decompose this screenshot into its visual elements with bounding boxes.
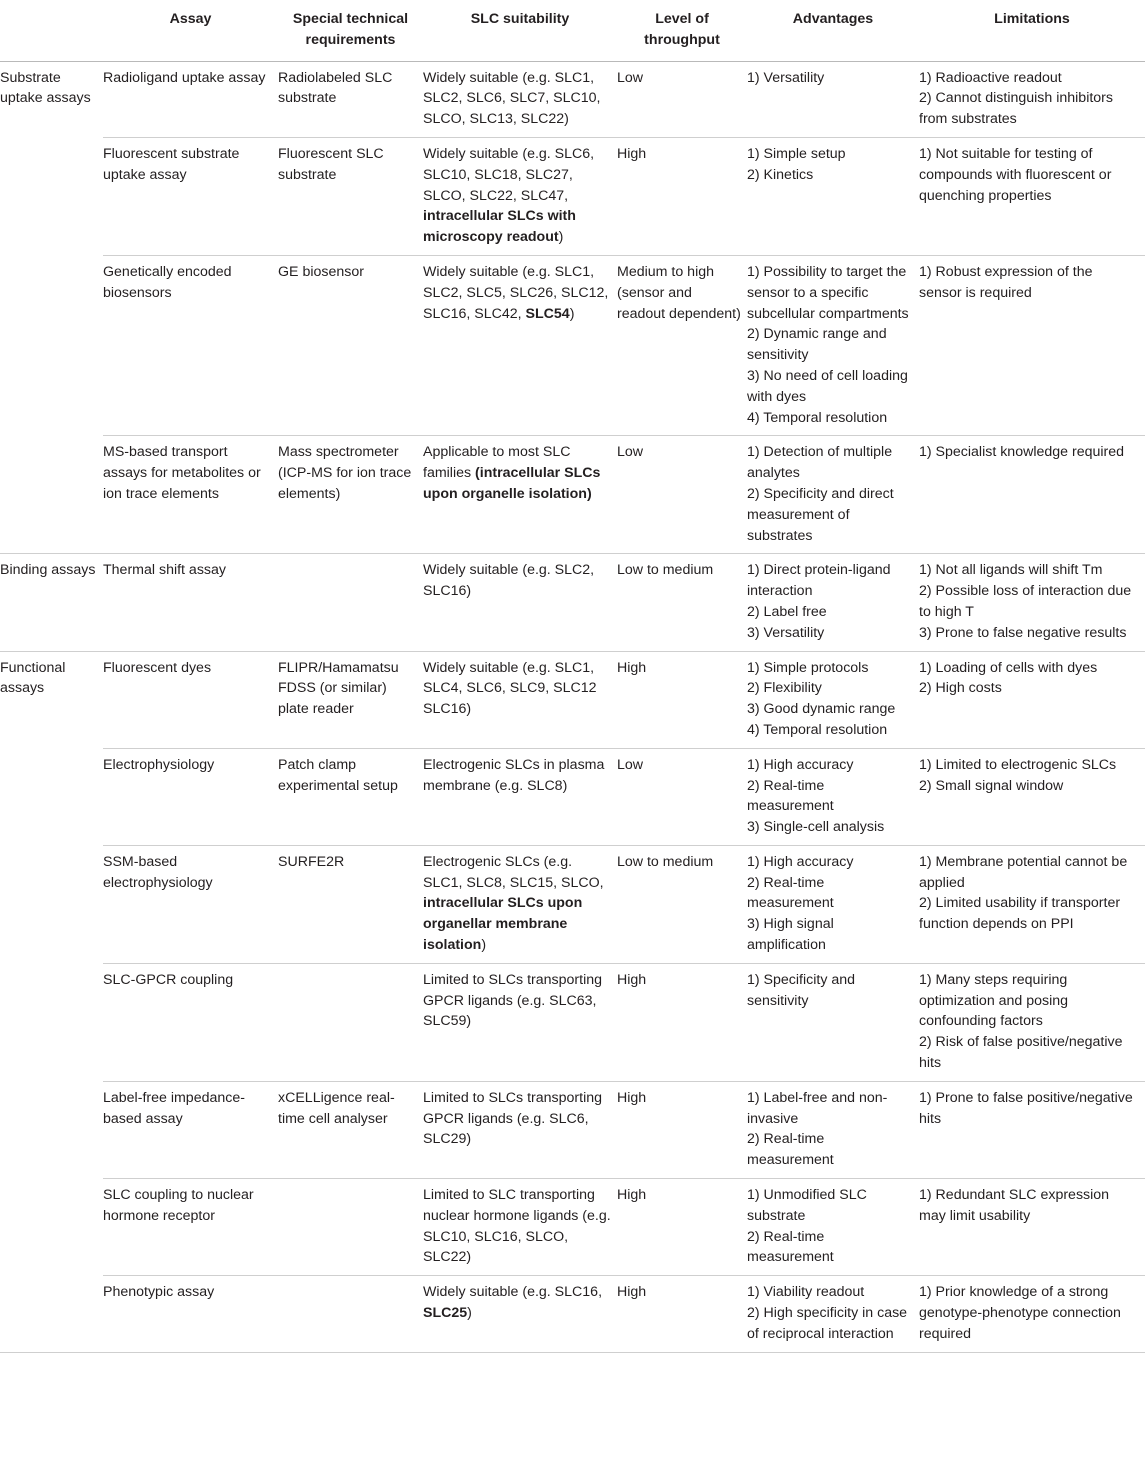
suitability-text: Widely suitable (e.g. SLC1, SLC4, SLC6, SLC9, SLC12 SLC16) — [423, 659, 597, 718]
group-label — [0, 748, 103, 845]
table-row — [0, 554, 1145, 651]
limitation-item: 1) Not all ligands will shift Tm — [919, 562, 1103, 579]
advantage-item: 1) Viability readout — [747, 1284, 865, 1301]
assay-name: SSM-based electrophysiology — [103, 845, 278, 963]
limitations-list — [919, 963, 1145, 1081]
limitation-item: 1) Prior knowledge of a strong genotype-phenotype connection required — [919, 1284, 1121, 1342]
group-label — [0, 845, 103, 963]
group-label — [0, 436, 103, 554]
header-limitations: Limitations — [919, 0, 1145, 61]
limitations-list — [919, 61, 1145, 137]
throughput-level: Low — [617, 748, 747, 845]
group-label: Functional assays — [0, 659, 66, 697]
advantage-item: 1) Label-free and non-invasive — [747, 1089, 888, 1127]
throughput-level: Low — [617, 436, 747, 554]
slc-suitability — [423, 748, 617, 845]
group-label: Substrate uptake assays — [0, 69, 91, 107]
limitation-item: 1) Loading of cells with dyes — [919, 659, 1098, 676]
technical-requirements: Mass spectrometer (ICP-MS for ion trace elements) — [278, 436, 423, 554]
limitation-item: 1) Redundant SLC expression may limit usability — [919, 1187, 1110, 1224]
assay-name: SLC coupling to nuclear hormone receptor — [103, 1179, 278, 1276]
group-label — [0, 1276, 103, 1352]
suitability-emphasis: SLC54 — [525, 305, 570, 322]
advantage-item: 2) Real-time measurement — [747, 874, 834, 912]
advantages-list — [747, 61, 919, 137]
advantage-item: 3) Good dynamic range — [747, 701, 896, 718]
suitability-emphasis: intracellular SLCs with microscopy readout — [423, 208, 576, 246]
advantage-item: 1) Versatility — [747, 69, 825, 86]
slc-suitability — [423, 1276, 617, 1352]
throughput-level: High — [617, 1081, 747, 1178]
slc-suitability — [423, 436, 617, 554]
suitability-suffix: ) — [467, 1305, 472, 1322]
limitation-item: 1) Specialist knowledge required — [919, 444, 1125, 461]
assay-name: Fluorescent dyes — [103, 651, 278, 748]
suitability-text: Electrogenic SLCs (e.g. SLC1, SLC8, SLC15, SLCO, — [423, 853, 604, 891]
limitations-list — [919, 554, 1145, 651]
assay-name: Genetically encoded biosensors — [103, 255, 278, 435]
throughput-level: High — [617, 963, 747, 1081]
advantage-item: 3) Versatility — [747, 624, 825, 641]
advantages-list — [747, 554, 919, 651]
table-body — [0, 61, 1145, 1352]
assay-name: Phenotypic assay — [103, 1276, 278, 1352]
advantage-item: 2) Real-time measurement — [747, 1131, 834, 1169]
slc-suitability — [423, 255, 617, 435]
advantage-item: 2) Flexibility — [747, 680, 822, 697]
suitability-text: Limited to SLCs transporting GPCR ligands (e.g. SLC63, SLC59) — [423, 971, 603, 1030]
advantage-item: 2) Kinetics — [747, 166, 814, 183]
group-label — [0, 255, 103, 435]
advantage-item: 3) High signal amplification — [747, 916, 834, 954]
limitation-item: 2) Possible loss of interaction due to high T — [919, 583, 1132, 620]
limitation-item: 1) Robust expression of the sensor is required — [919, 263, 1093, 301]
assay-name: MS-based transport assays for metabolites or ion trace elements — [103, 436, 278, 554]
limitation-item: 1) Many steps requiring optimization and posing confounding factors — [919, 971, 1069, 1030]
table-row — [0, 137, 1145, 255]
header-assay: Assay — [103, 0, 278, 61]
advantage-item: 4) Temporal resolution — [747, 721, 888, 738]
advantage-item: 1) Simple setup — [747, 145, 846, 162]
header-group — [0, 0, 103, 61]
suitability-text: Widely suitable (e.g. SLC6, SLC10, SLC18, SLC27, SLCO, SLC22, SLC47, — [423, 145, 595, 204]
advantages-list — [747, 845, 919, 963]
table-row — [0, 1081, 1145, 1178]
advantage-item: 1) Simple protocols — [747, 659, 869, 676]
group-label — [0, 137, 103, 255]
advantage-item: 3) No need of cell loading with dyes — [747, 367, 908, 405]
advantages-list — [747, 963, 919, 1081]
table-row — [0, 61, 1145, 137]
slc-suitability — [423, 61, 617, 137]
advantages-list — [747, 1179, 919, 1276]
slc-suitability — [423, 1081, 617, 1178]
table-row — [0, 651, 1145, 748]
suitability-emphasis: SLC25 — [423, 1305, 468, 1322]
advantage-item: 1) Possibility to target the sensor to a specific subcellular compartments — [747, 263, 909, 322]
assay-name: Label-free impedance-based assay — [103, 1081, 278, 1178]
slc-suitability — [423, 1179, 617, 1276]
limitation-item: 2) High costs — [919, 680, 1002, 697]
header-throughput: Level of throughput — [617, 0, 747, 61]
advantages-list — [747, 1276, 919, 1352]
advantage-item: 2) High specificity in case of reciprocal interaction — [747, 1305, 908, 1342]
advantage-item: 1) Specificity and sensitivity — [747, 971, 856, 1009]
suitability-emphasis: intracellular SLCs upon organellar membrane isolation — [423, 895, 583, 954]
advantage-item: 2) Dynamic range and sensitivity — [747, 326, 887, 364]
technical-requirements: FLIPR/Hamamatsu FDSS (or similar) plate reader — [278, 651, 423, 748]
advantage-item: 2) Real-time measurement — [747, 777, 834, 815]
suitability-text: Limited to SLCs transporting GPCR ligands (e.g. SLC6, SLC29) — [423, 1089, 603, 1148]
suitability-suffix: ) — [569, 305, 575, 322]
suitability-text: Widely suitable (e.g. SLC2, SLC16) — [423, 562, 595, 600]
group-label — [0, 1179, 103, 1276]
limitation-item: 2) Cannot distinguish inhibitors from substrates — [919, 90, 1114, 128]
limitation-item: 1) Limited to electrogenic SLCs — [919, 756, 1117, 773]
throughput-level: High — [617, 137, 747, 255]
limitation-item: 1) Not suitable for testing of compounds with fluorescent or quenching properties — [919, 145, 1112, 204]
advantages-list — [747, 651, 919, 748]
advantages-list — [747, 137, 919, 255]
suitability-text: Electrogenic SLCs in plasma membrane (e.g. SLC8) — [423, 756, 605, 794]
group-label: Binding assays — [0, 554, 103, 651]
limitations-list — [919, 651, 1145, 748]
throughput-level: Low to medium — [617, 554, 747, 651]
throughput-level: Low to medium — [617, 845, 747, 963]
assay-name: Thermal shift assay — [103, 554, 278, 651]
header-requirements: Special technical requirements — [278, 0, 423, 61]
advantage-item: 1) Detection of multiple analytes — [747, 444, 893, 482]
technical-requirements — [278, 1179, 423, 1276]
advantage-item: 1) Unmodified SLC substrate — [747, 1187, 867, 1224]
slc-suitability — [423, 137, 617, 255]
suitability-suffix: ) — [481, 937, 487, 954]
limitations-list — [919, 436, 1145, 554]
limitations-list — [919, 137, 1145, 255]
limitation-item: 2) Small signal window — [919, 777, 1064, 794]
header-suitability: SLC suitability — [423, 0, 617, 61]
throughput-level: High — [617, 1276, 747, 1352]
throughput-level: High — [617, 1179, 747, 1276]
suitability-text: Applicable to most SLC families — [423, 444, 571, 482]
suitability-text: Widely suitable (e.g. SLC1, SLC2, SLC6, SLC7, SLC10, SLCO, SLC13, SLC22) — [423, 69, 601, 128]
suitability-suffix: ) — [558, 229, 564, 246]
assay-name: Radioligand uptake assay — [103, 61, 278, 137]
technical-requirements — [278, 1276, 423, 1352]
advantage-item: 2) Label free — [747, 603, 827, 620]
assay-name: Fluorescent substrate uptake assay — [103, 137, 278, 255]
advantages-list — [747, 1081, 919, 1178]
table-row — [0, 963, 1145, 1081]
throughput-level: High — [617, 651, 747, 748]
table-row — [0, 1179, 1145, 1276]
throughput-level: Low — [617, 61, 747, 137]
advantage-item: 4) Temporal resolution — [747, 409, 888, 426]
technical-requirements — [278, 554, 423, 651]
slc-suitability — [423, 554, 617, 651]
limitations-list — [919, 748, 1145, 845]
limitation-item: 1) Membrane potential cannot be applied — [919, 853, 1128, 891]
header-row — [0, 0, 1145, 61]
limitations-list — [919, 1081, 1145, 1178]
technical-requirements: GE biosensor — [278, 255, 423, 435]
limitations-list — [919, 1179, 1145, 1276]
technical-requirements: SURFE2R — [278, 845, 423, 963]
group-label — [0, 963, 103, 1081]
slc-suitability — [423, 651, 617, 748]
assay-name: SLC-GPCR coupling — [103, 963, 278, 1081]
limitation-item: 1) Prone to false positive/negative hits — [919, 1089, 1133, 1127]
technical-requirements: Radiolabeled SLC substrate — [278, 61, 423, 137]
limitations-list — [919, 1276, 1145, 1352]
advantages-list — [747, 436, 919, 554]
advantage-item: 1) Direct protein-ligand interaction — [747, 562, 891, 600]
technical-requirements: xCELLigence real-time cell analyser — [278, 1081, 423, 1178]
advantages-list — [747, 255, 919, 435]
advantage-item: 2) Real-time measurement — [747, 1228, 834, 1266]
group-label — [0, 1081, 103, 1178]
slc-suitability — [423, 845, 617, 963]
limitation-item: 3) Prone to false negative results — [919, 624, 1127, 641]
limitations-list — [919, 845, 1145, 963]
technical-requirements: Fluorescent SLC substrate — [278, 137, 423, 255]
suitability-text: Widely suitable (e.g. SLC1, SLC2, SLC5, SLC26, SLC12, SLC16, SLC42, — [423, 263, 609, 322]
advantage-item: 2) Specificity and direct measurement of substrates — [747, 485, 894, 544]
advantage-item: 1) High accuracy — [747, 853, 854, 870]
suitability-emphasis: (intracellular SLCs upon organelle isolation) — [423, 465, 601, 502]
table-row — [0, 255, 1145, 435]
table-row — [0, 1276, 1145, 1352]
assay-name: Electrophysiology — [103, 748, 278, 845]
header-advantages: Advantages — [747, 0, 919, 61]
limitation-item: 2) Risk of false positive/negative hits — [919, 1034, 1123, 1072]
table-row — [0, 436, 1145, 554]
table-row — [0, 748, 1145, 845]
suitability-text: Widely suitable (e.g. SLC16, — [423, 1284, 603, 1301]
technical-requirements — [278, 963, 423, 1081]
advantages-list — [747, 748, 919, 845]
limitation-item: 2) Limited usability if transporter function depends on PPI — [919, 895, 1121, 933]
table-row — [0, 845, 1145, 963]
limitations-list — [919, 255, 1145, 435]
advantage-item: 3) Single-cell analysis — [747, 819, 885, 836]
technical-requirements: Patch clamp experimental setup — [278, 748, 423, 845]
slc-suitability — [423, 963, 617, 1081]
throughput-level: Medium to high (sensor and readout dependent) — [617, 255, 747, 435]
advantage-item: 1) High accuracy — [747, 756, 854, 773]
suitability-text: Limited to SLC transporting nuclear hormone ligands (e.g. SLC10, SLC16, SLCO, SLC22) — [423, 1187, 611, 1266]
limitation-item: 1) Radioactive readout — [919, 69, 1062, 86]
